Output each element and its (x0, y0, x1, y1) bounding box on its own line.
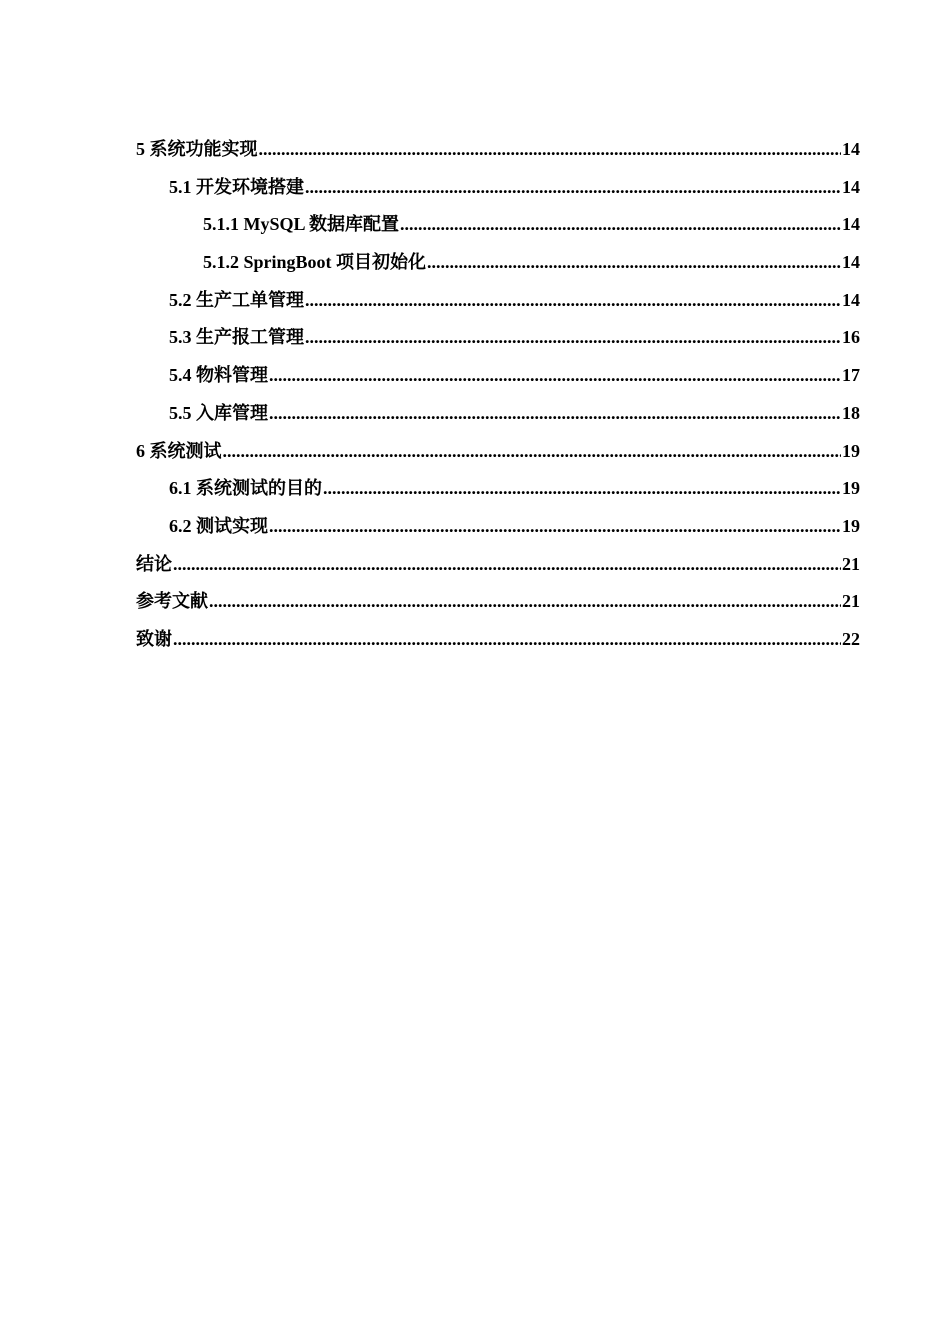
toc-entry[interactable] (136, 470, 860, 508)
toc-page-number: 14 (842, 252, 860, 273)
toc-dot-leader (173, 546, 841, 584)
toc-dot-leader (305, 282, 841, 320)
toc-page-number: 18 (842, 402, 860, 423)
toc-page-number: 19 (842, 515, 860, 536)
toc-entry-title: 致谢 (136, 628, 172, 649)
toc-entry-title: 6.1 系统测试的目的 (169, 478, 322, 499)
toc-page-number: 17 (842, 365, 860, 386)
toc-dot-leader (427, 244, 841, 282)
toc-dot-leader (269, 395, 841, 433)
toc-entry-title: 6.2 测试实现 (169, 515, 268, 536)
toc-page-number: 14 (842, 214, 860, 235)
toc-page-number: 19 (842, 478, 860, 499)
toc-entry-title: 参考文献 (136, 591, 208, 612)
toc-dot-leader (209, 583, 841, 621)
toc-entry[interactable] (136, 395, 860, 433)
toc-entry-title: 结论 (136, 553, 172, 574)
toc-dot-leader (269, 357, 841, 395)
toc-entry[interactable] (136, 583, 860, 621)
toc-entry[interactable] (136, 282, 860, 320)
toc-entry[interactable] (136, 546, 860, 584)
toc-page-number: 16 (842, 327, 860, 348)
toc-entry[interactable] (136, 244, 860, 282)
toc-dot-leader (259, 131, 842, 169)
toc-dot-leader (173, 621, 841, 659)
toc-page-number: 21 (842, 553, 860, 574)
toc-entry-title: 5 系统功能实现 (136, 139, 258, 159)
toc-page-number: 22 (842, 628, 860, 649)
toc-entry-title: 5.5 入库管理 (169, 402, 268, 423)
toc-dot-leader (323, 470, 841, 508)
toc-entry[interactable] (136, 508, 860, 546)
toc-entry-title: 5.2 生产工单管理 (169, 289, 304, 310)
toc-entry[interactable] (136, 433, 860, 471)
toc-dot-leader (223, 433, 842, 471)
toc-dot-leader (305, 319, 841, 357)
toc-dot-leader (400, 206, 841, 244)
toc-entry[interactable] (136, 319, 860, 357)
toc-entry-title: 5.3 生产报工管理 (169, 327, 304, 348)
toc-dot-leader (305, 169, 841, 207)
toc-entry-title: 5.4 物料管理 (169, 365, 268, 386)
table-of-contents (136, 131, 860, 659)
toc-page-number: 19 (842, 440, 860, 461)
toc-entry[interactable] (136, 206, 860, 244)
toc-page-number: 14 (842, 289, 860, 310)
toc-entry-title: 5.1 开发环境搭建 (169, 176, 304, 197)
toc-entry[interactable] (136, 357, 860, 395)
toc-dot-leader (269, 508, 841, 546)
toc-entry[interactable] (136, 169, 860, 207)
toc-entry-title: 6 系统测试 (136, 440, 222, 461)
toc-entry[interactable] (136, 131, 860, 169)
toc-entry[interactable] (136, 621, 860, 659)
toc-page-number: 14 (842, 139, 860, 159)
toc-entry-title: 5.1.2 SpringBoot 项目初始化 (203, 252, 427, 273)
toc-page-number: 14 (842, 176, 860, 197)
toc-entry-title: 5.1.1 MySQL 数据库配置 (203, 214, 400, 235)
toc-page-number: 21 (842, 591, 860, 612)
